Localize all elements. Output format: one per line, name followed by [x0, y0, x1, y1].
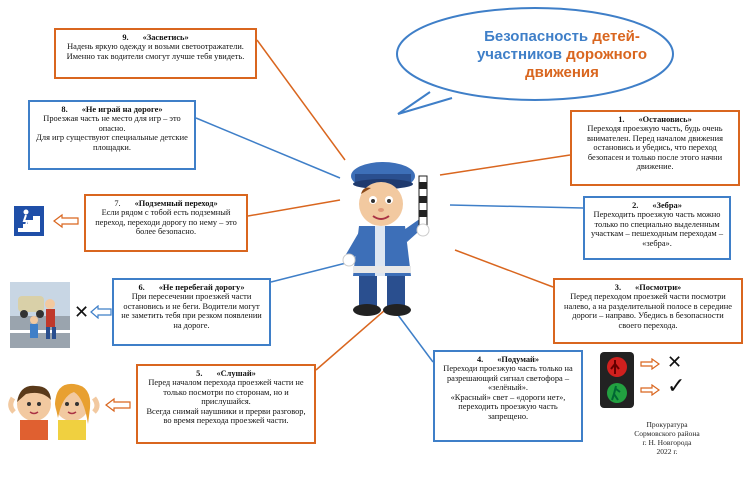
- rule-6-box: 6. «Не перебегай дорогу» При пересечении проезжей части остановись и не беги. Водители могут не заметить тебя при резком появлении на дороге.: [112, 278, 271, 346]
- rule-3-box: 3. «Посмотри» Перед переходом проезжей части посмотри налево, а на разделительной полосе в середине дороги – направо. Убедись в безопасности своего перехода.: [553, 278, 743, 344]
- rule-9-title: «Засветись»: [142, 33, 189, 42]
- cross-icon: ✕: [667, 352, 683, 373]
- cross-icon: ✕: [74, 302, 90, 323]
- rule-5-text: Перед началом перехода проезжей части не только посмотри по сторонам, но и прислушайся.: [148, 378, 304, 407]
- rule-8-title: «Не играй на дороге»: [81, 105, 163, 114]
- rule-8-text: Проезжая часть не место для игр – это опасно.: [43, 114, 181, 133]
- traffic-police-officer-illustration: [335, 148, 455, 318]
- arrow-right-icon: [640, 358, 660, 370]
- rule-1-box: 1. «Остановись» Переходя проезжую часть, будь очень внимателен. Перед началом движения остановись и убедись, что переход безопасен и только после этого начни движение.: [570, 110, 740, 186]
- rule-6-title: «Не перебегай дорогу»: [158, 283, 245, 292]
- rule-8-box: 8. «Не играй на дороге» Проезжая часть не место для игр – это опасно. Для игр существуют специальные детские площадки.: [28, 100, 196, 170]
- rule-7-title: «Подземный переход»: [134, 199, 218, 208]
- rule-2-box: 2. «Зебра» Переходить проезжую часть можно только по специально выделенным участкам – пешеходным переходам – «зебра».: [583, 196, 731, 260]
- rule-5-text2: Всегда снимай наушники и прерви разговор, во время перехода проезжей части.: [146, 406, 306, 426]
- page-title: Безопасность детей- участников дорожного движения: [476, 28, 648, 81]
- children-listening-picture: [8, 378, 100, 440]
- rule-7-box: 7. «Подземный переход» Если рядом с тобой есть подземный переход, переходи дорогу по нему – это более безопасно.: [84, 194, 248, 252]
- rule-2-title: «Зебра»: [652, 201, 682, 210]
- arrow-left-icon: [52, 213, 80, 229]
- rule-3-text: Перед переходом проезжей части посмотри налево, а на разделительной полосе в середине дороги – направо. Убедись в безопасности своего перехода.: [564, 292, 732, 330]
- arrow-right-icon: [640, 384, 660, 396]
- rule-3-title: «Посмотри»: [635, 283, 682, 292]
- rule-4-title: «Подумай»: [497, 355, 540, 364]
- rule-1-title: «Остановись»: [638, 115, 692, 124]
- rule-9-text: Надень яркую одежду и возьми светоотражатели. Именно так водители смогут лучше тебя увидеть.: [66, 42, 245, 61]
- rule-4-text: Переходи проезжую часть только на разрешающий сигнал светофора – «зелёный».: [443, 364, 573, 393]
- rule-8-text2: Для игр существуют специальные детские площадки.: [36, 133, 188, 152]
- rule-4-text2: «Красный» свет – «дороги нет», переходить проезжую часть запрещено.: [450, 392, 566, 421]
- arrow-left-icon: [90, 305, 112, 319]
- underground-crossing-sign-icon: [14, 206, 44, 236]
- traffic-light-icon: [600, 352, 634, 408]
- rule-9-box: 9. «Засветись» Надень яркую одежду и возьми светоотражатели. Именно так водители смогут лучше тебя увидеть.: [54, 28, 257, 79]
- children-running-on-road-picture: [10, 282, 70, 348]
- rule-6-text: При пересечении проезжей части остановись и не беги. Водители могут не заметить тебя при резком появлении на дороге.: [121, 292, 262, 330]
- rule-4-box: 4. «Подумай» Переходи проезжую часть только на разрешающий сигнал светофора – «зелёный». «Красный» свет – «дороги нет», переходить проезжую часть запрещено.: [433, 350, 583, 442]
- rule-7-text: Если рядом с тобой есть подземный переход, переходи дорогу по нему – это более безопасно.: [95, 208, 237, 237]
- rule-2-text: Переходить проезжую часть можно только по специально выделенным участкам – пешеходным переходам – «зебра».: [590, 210, 724, 248]
- rule-5-box: 5. «Слушай» Перед началом перехода проезжей части не только посмотри по сторонам, но и прислушайся. Всегда снимай наушники и прерви разговор, во время перехода проезжей части.: [136, 364, 316, 444]
- checkmark-icon: ✓: [667, 374, 686, 399]
- arrow-left-icon: [104, 397, 132, 413]
- rule-5-title: «Слушай»: [216, 369, 256, 378]
- credit-text: Прокуратура Сормовского района г. Н. Новгорода 2022 г.: [634, 420, 700, 456]
- rule-1-text: Переходя проезжую часть, будь очень внимателен. Перед началом движения остановись и убедись, что переход безопасен и только после этого начни движение.: [587, 124, 723, 172]
